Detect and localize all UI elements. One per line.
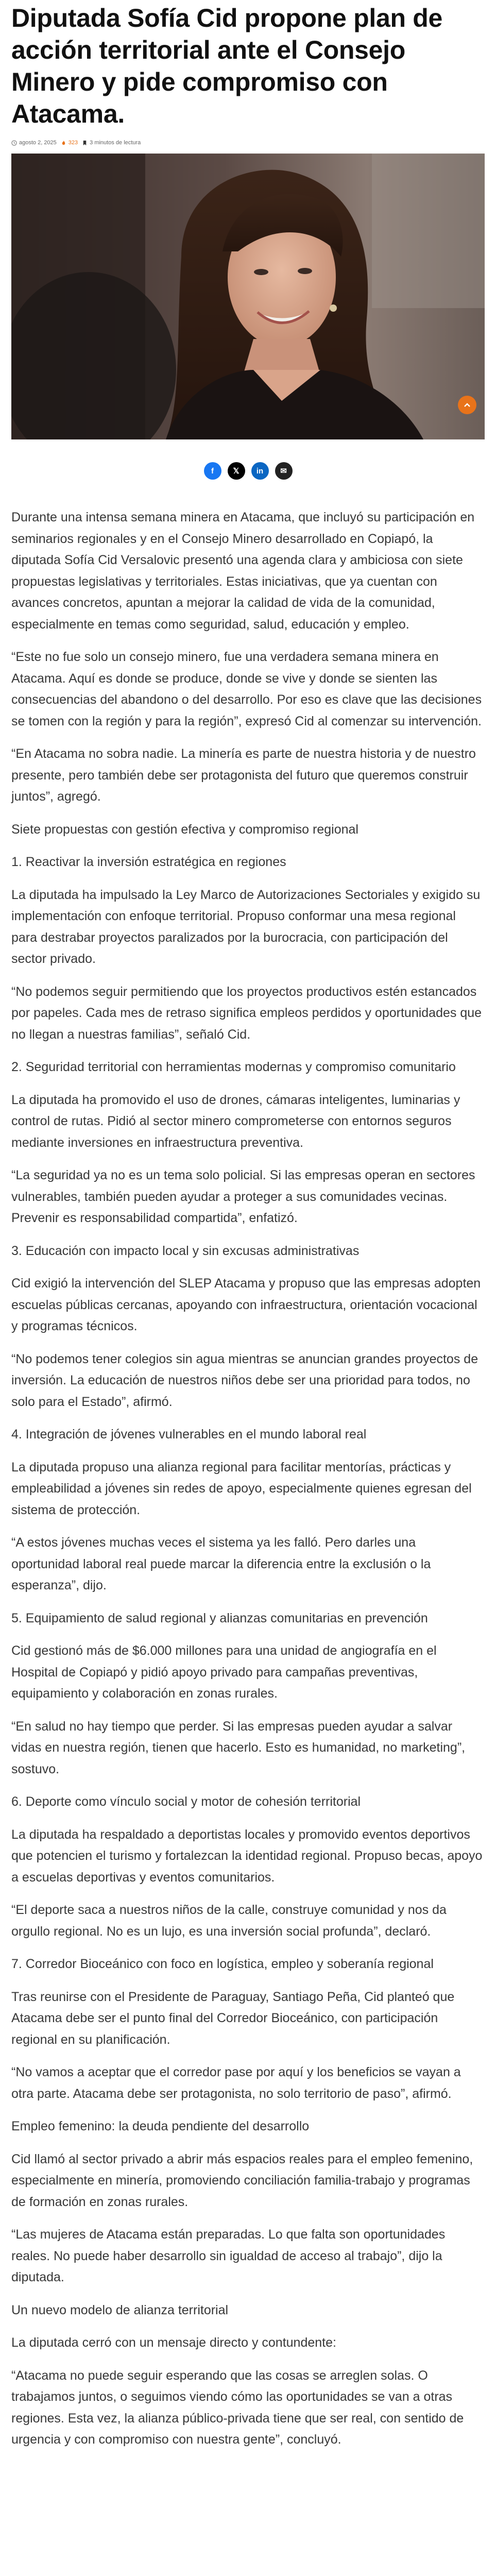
facebook-icon: f — [211, 466, 214, 476]
article-paragraph: 3. Educación con impacto local y sin excusas administrativas — [11, 1243, 360, 1258]
article-paragraph: “En salud no hay tiempo que perder. Si las empresas pueden ayudar a salvar vidas en nuestra región, tienen que hacerlo. Esto es humanidad, no marketing”, sostuvo. — [11, 1719, 466, 1776]
article-paragraph: 4. Integración de jóvenes vulnerables en el mundo laboral real — [11, 1427, 367, 1442]
article-paragraph: “Atacama no puede seguir esperando que las cosas se arreglen solas. O trabajamos juntos, o seguimos viendo cómo las oportunidades se van a otras regiones. Esta vez, la alianza público-privada tiene que ser real, con sentido de urgencia y con compromiso con nuestra gente”, concluyó. — [11, 2368, 464, 2447]
article-paragraph: Siete propuestas con gestión efectiva y compromiso regional — [11, 822, 358, 837]
article-paragraph: Cid exigió la intervención del SLEP Atacama y propuso que las empresas adopten escuelas públicas cercanas, apoyando con infraestructura, orientación vocacional y programas técnicos. — [11, 1276, 481, 1333]
linkedin-share-button[interactable] — [251, 462, 269, 480]
article-paragraph: Tras reunirse con el Presidente de Paraguay, Santiago Peña, Cid planteó que Atacama debe ser el punto final del Corredor Bioceánico, con participación regional en su planificación. — [11, 1989, 455, 2047]
x-share-button[interactable] — [228, 462, 245, 480]
article-paragraph: “No podemos seguir permitiendo que los proyectos productivos estén estancados por papeles. Cada mes de retraso significa empleos perdidos y oportunidades que no llegan a nuestras familias”, señaló Cid. — [11, 984, 482, 1042]
article-paragraph: Empleo femenino: la deuda pendiente del desarrollo — [11, 2119, 310, 2133]
article-paragraph: La diputada ha promovido el uso de drones, cámaras inteligentes, luminarias y control de rutas. Pidió al sector minero comprometerse con entornos seguros mediante inversiones en infraestructura preventiva. — [11, 1092, 460, 1150]
article-paragraph: 1. Reactivar la inversión estratégica en regiones — [11, 855, 286, 869]
hero-image — [11, 154, 485, 439]
article-views: 323 — [68, 140, 78, 146]
article-paragraph: 7. Corredor Bioceánico con foco en logística, empleo y soberanía regional — [11, 1957, 434, 1971]
article-paragraph: Cid gestionó más de $6.000 millones para una unidad de angiografía en el Hospital de Copiapó y pidió apoyo privado para campañas preventivas, equipamiento y colaboración en zonas rurales. — [11, 1643, 437, 1701]
chevron-up-icon — [464, 401, 471, 409]
article-paragraph: 5. Equipamiento de salud regional y alianzas comunitarias en prevención — [11, 1611, 428, 1625]
article-paragraph: 2. Seguridad territorial con herramientas modernas y compromiso comunitario — [11, 1060, 456, 1074]
article-paragraph: La diputada ha respaldado a deportistas locales y promovido eventos deportivos que potencien el turismo y fortalezcan la identidad regional. Propuso becas, apoyo a escuelas deportivas y eventos comunitarios. — [11, 1827, 483, 1885]
fire-icon — [61, 140, 66, 146]
article-date: agosto 2, 2025 — [19, 140, 57, 146]
share-bar — [11, 462, 485, 480]
facebook-share-button[interactable] — [204, 462, 221, 480]
clock-icon — [11, 140, 17, 146]
email-icon: ✉ — [280, 467, 287, 476]
article-paragraph: Un nuevo modelo de alianza territorial — [11, 2302, 229, 2317]
article-paragraph: La diputada ha impulsado la Ley Marco de Autorizaciones Sectoriales y exigido su implementación con enfoque territorial. Propuso conformar una mesa regional para destrabar proyectos paralizados por la burocracia, con participación del sector privado. — [11, 887, 481, 966]
article-paragraph: “Las mujeres de Atacama están preparadas. Lo que falta son oportunidades reales. No puede haber desarrollo sin igualdad de acceso al trabajo”, dijo la diputada. — [11, 2227, 446, 2284]
scroll-to-top-button[interactable] — [458, 396, 476, 414]
article-paragraph: 6. Deporte como vínculo social y motor de cohesión territorial — [11, 1794, 361, 1809]
date-meta — [11, 140, 57, 146]
article-read-time: 3 minutos de lectura — [90, 140, 141, 146]
article-title: Diputada Sofía Cid propone plan de acción territorial ante el Consejo Minero y pide compromiso con Atacama. — [11, 4, 443, 128]
read-time-meta — [82, 140, 141, 146]
article-paragraph: “No vamos a aceptar que el corredor pase por aquí y los beneficios se vayan a otra parte. Atacama debe ser protagonista, no solo territorio de paso”, afirmó. — [11, 2065, 461, 2101]
article-meta — [11, 137, 485, 148]
article-paragraph: La diputada propuso una alianza regional para facilitar mentorías, prácticas y empleabilidad a jóvenes sin redes de apoyo, especialmente quienes egresan del sistema de protección. — [11, 1460, 472, 1517]
article-paragraph: Durante una intensa semana minera en Atacama, que incluyó su participación en seminarios regionales y en el Consejo Minero desarrollado en Copiapó, la diputada Sofía Cid Versalovic presentó una agenda clara y ambiciosa con siete propuestas legislativas y territoriales. Estas iniciativas, que ya cuentan con avances concretos, apuntan a mejorar la calidad de vida de la comunidad, especialmente en temas como seguridad, salud, educación y empleo. — [11, 510, 475, 632]
article-body — [11, 507, 485, 2451]
article-paragraph: “En Atacama no sobra nadie. La minería es parte de nuestra historia y de nuestro presente, pero también debe ser protagonista del futuro que queremos construir juntos”, agregó. — [11, 747, 476, 804]
article-container — [11, 0, 485, 2462]
email-share-button[interactable] — [275, 462, 293, 480]
bookmark-icon — [82, 140, 88, 146]
article-paragraph: “No podemos tener colegios sin agua mientras se anuncian grandes proyectos de inversión. La educación de nuestros niños debe ser una prioridad para todos, no solo para el Estado”, afirmó. — [11, 1351, 478, 1409]
views-meta — [61, 140, 78, 146]
article-paragraph: Cid llamó al sector privado a abrir más espacios reales para el empleo femenino, especialmente en minería, promoviendo conciliación familia-trabajo y programas de formación en zonas rurales. — [11, 2151, 473, 2209]
article-paragraph: “Este no fue solo un consejo minero, fue una verdadera semana minera en Atacama. Aquí es donde se produce, donde se vive y donde se sienten las consecuencias del abandono o del desarrollo. Por eso es clave que las decisiones se tomen con la región y para la región”, expresó Cid al comenzar su intervención. — [11, 650, 482, 728]
linkedin-icon: in — [256, 466, 264, 476]
article-paragraph: “A estos jóvenes muchas veces el sistema ya les falló. Pero darles una oportunidad laboral real puede marcar la diferencia entre la exclusión o la esperanza”, dijo. — [11, 1535, 431, 1592]
article-paragraph: “El deporte saca a nuestros niños de la calle, construye comunidad y nos da orgullo regional. No es un lujo, es una inversión social profunda”, declaró. — [11, 1903, 447, 1939]
article-paragraph: “La seguridad ya no es un tema solo policial. Si las empresas operan en sectores vulnerables, también pueden ayudar a proteger a sus comunidades vecinas. Prevenir es responsabilidad compartida”, enfatizó. — [11, 1168, 475, 1225]
article-paragraph: La diputada cerró con un mensaje directo y contundente: — [11, 2335, 336, 2350]
x-icon: 𝕏 — [233, 467, 240, 476]
